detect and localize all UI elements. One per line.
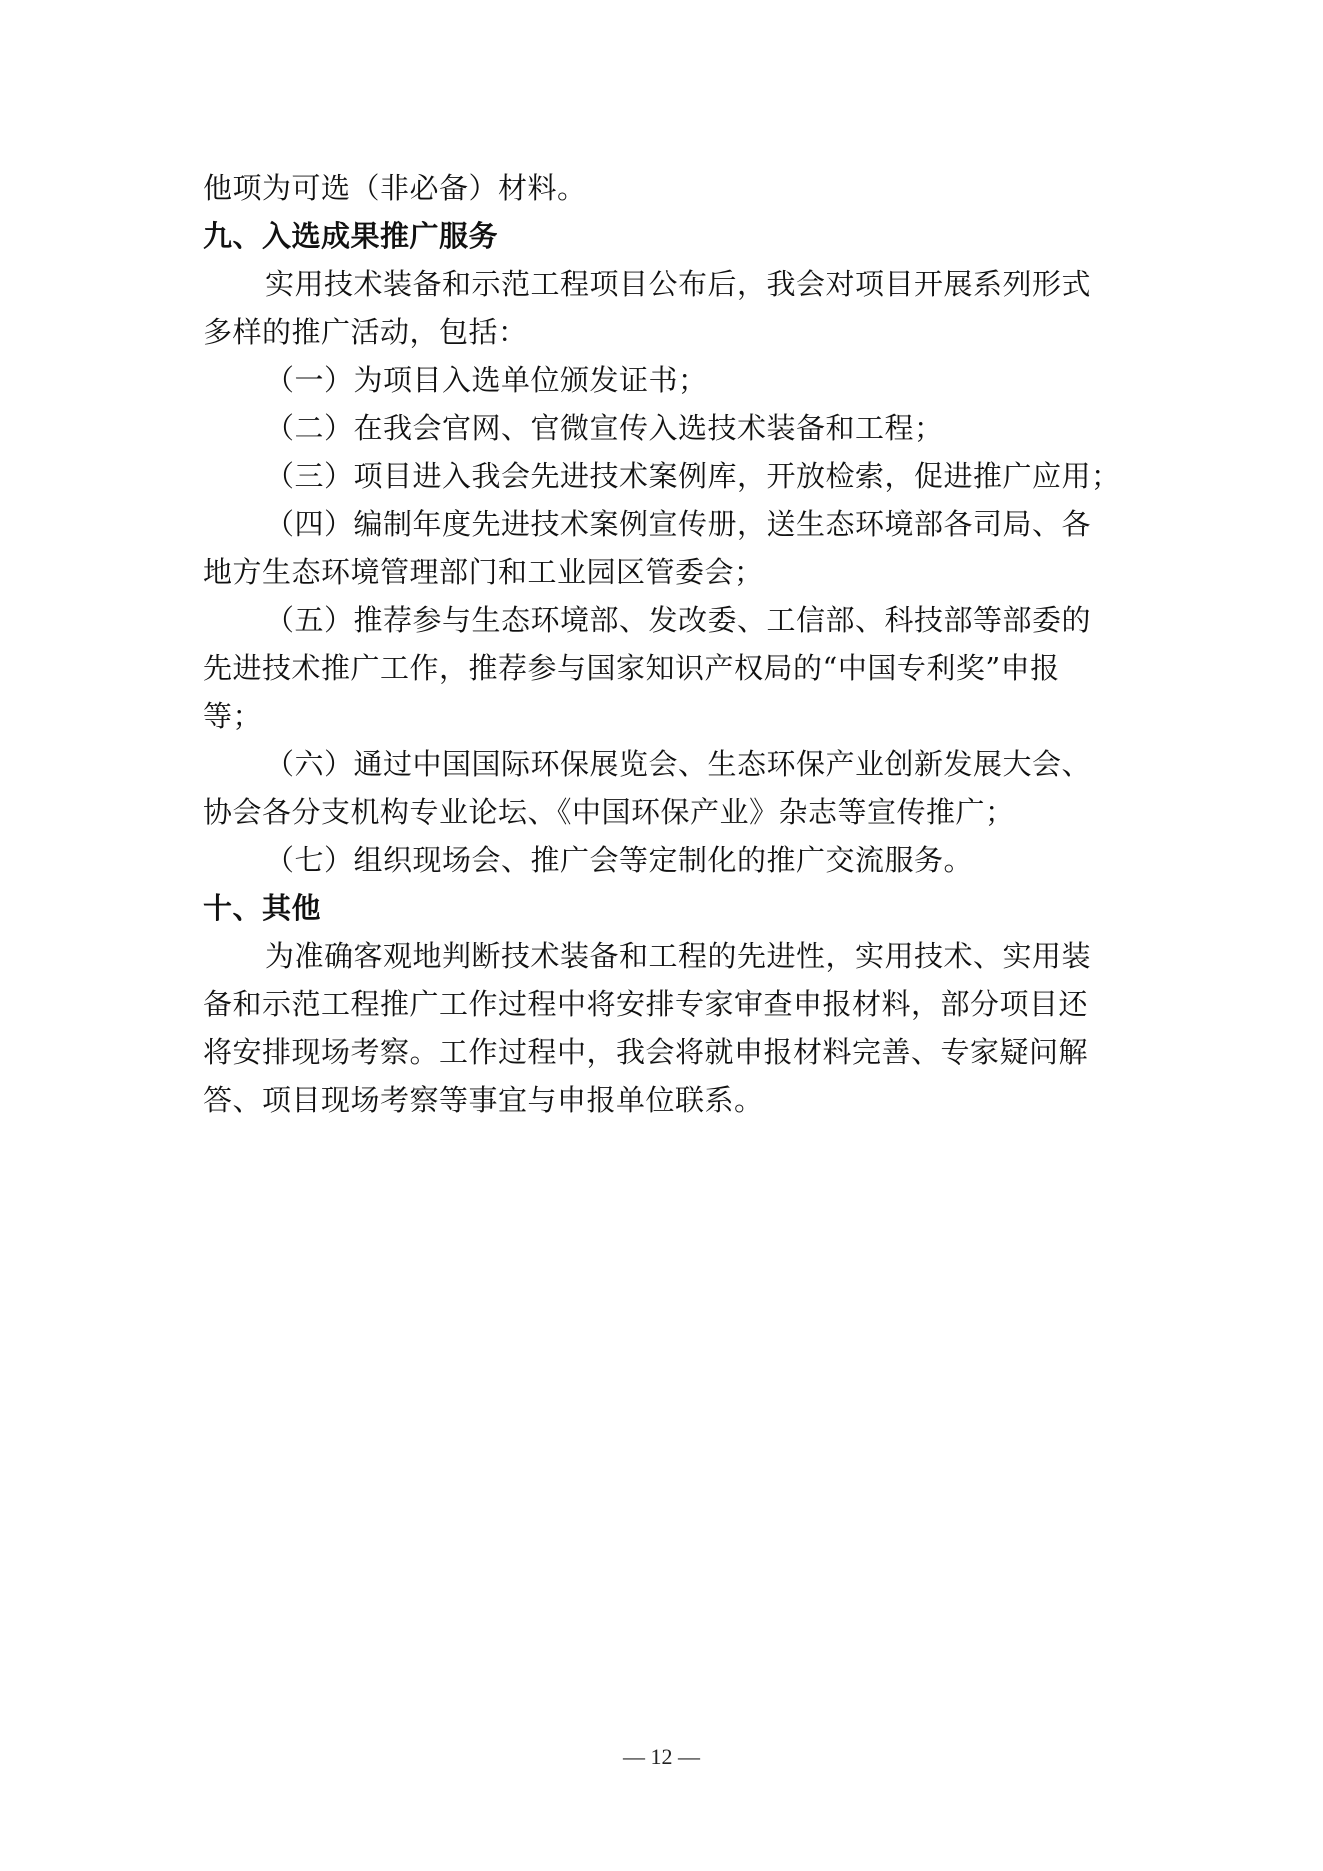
list-item: （五）推荐参与生态环境部、发改委、工信部、科技部等部委的 bbox=[265, 603, 1092, 637]
list-item: （三）项目进入我会先进技术案例库，开放检索，促进推广应用； bbox=[265, 459, 1121, 493]
paragraph-line: 等； bbox=[203, 699, 263, 733]
paragraph-line: 为准确客观地判断技术装备和工程的先进性，实用技术、实用装 bbox=[265, 939, 1092, 973]
list-item: （六）通过中国国际环保展览会、生态环保产业创新发展大会、 bbox=[265, 747, 1092, 781]
paragraph-line: 答、项目现场考察等事宜与申报单位联系。 bbox=[203, 1083, 764, 1117]
paragraph-line: 多样的推广活动，包括： bbox=[203, 315, 528, 349]
paragraph-line: 地方生态环境管理部门和工业园区管委会； bbox=[203, 555, 764, 589]
paragraph-line: 他项为可选（非必备）材料。 bbox=[203, 171, 587, 205]
section-heading-10: 十、其他 bbox=[203, 891, 322, 925]
paragraph-line: 先进技术推广工作，推荐参与国家知识产权局的“中国专利奖”申报 bbox=[203, 651, 1060, 685]
document-body bbox=[203, 164, 1133, 1124]
section-heading-9: 九、入选成果推广服务 bbox=[203, 219, 499, 253]
page-number: — 12 — bbox=[623, 1744, 700, 1769]
paragraph-line: 备和示范工程推广工作过程中将安排专家审查申报材料，部分项目还 bbox=[203, 987, 1089, 1021]
list-item: （七）组织现场会、推广会等定制化的推广交流服务。 bbox=[265, 843, 974, 877]
list-item: （四）编制年度先进技术案例宣传册，送生态环境部各司局、各 bbox=[265, 507, 1092, 541]
paragraph-line: 将安排现场考察。工作过程中，我会将就申报材料完善、专家疑问解 bbox=[203, 1035, 1089, 1069]
paragraph-line: 实用技术装备和示范工程项目公布后，我会对项目开展系列形式 bbox=[265, 267, 1092, 301]
list-item: （一）为项目入选单位颁发证书； bbox=[265, 363, 708, 397]
paragraph-line: 协会各分支机构专业论坛、《中国环保产业》杂志等宣传推广； bbox=[203, 795, 1015, 829]
list-item: （二）在我会官网、官微宣传入选技术装备和工程； bbox=[265, 411, 944, 445]
